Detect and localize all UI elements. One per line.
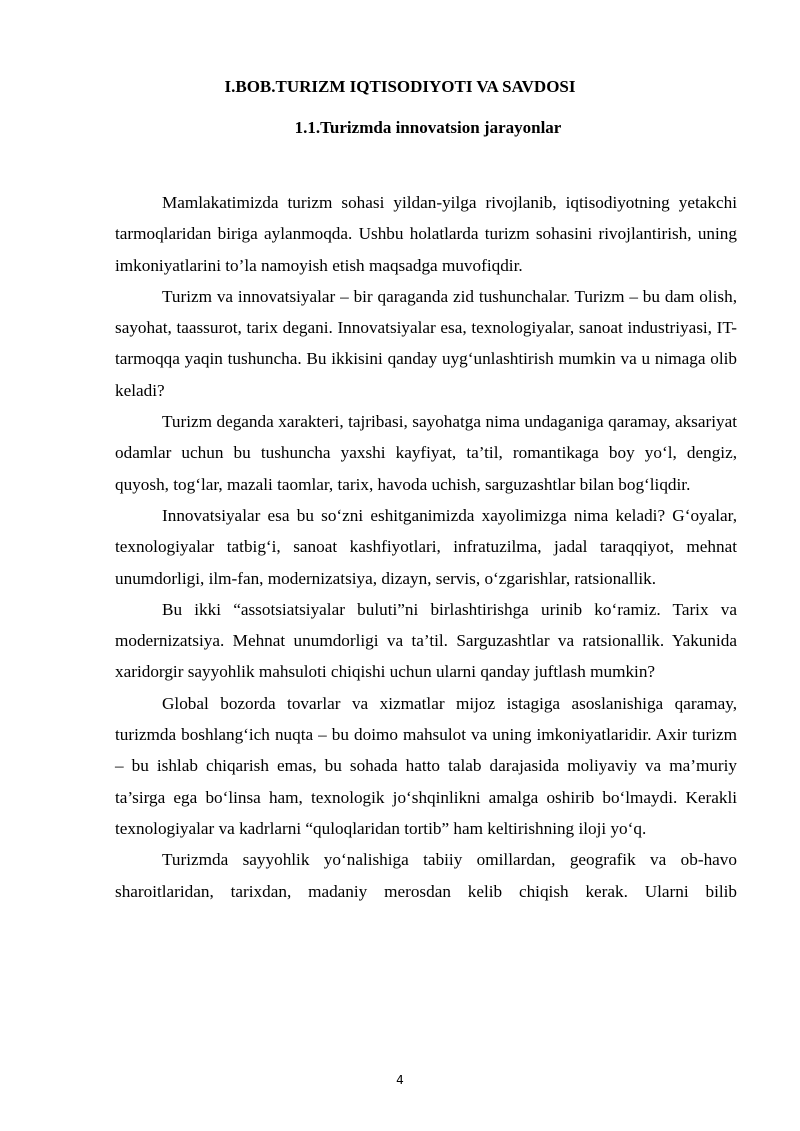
- section-title: 1.1.Turizmda innovatsion jarayonlar: [294, 118, 562, 137]
- paragraph: Bu ikki “assotsiatsiyalar buluti”ni birlashtirishga urinib ko‘ramiz. Tarix va modernizatsiya. Mehnat unumdorligi va ta’til. Sarguzashtlar va ratsionallik. Yakunida xaridorgir sayyohlik mahsuloti chiqishi uchun ularni qanday juftlash mumkin?: [115, 599, 737, 682]
- paragraph: Mamlakatimizda turizm sohasi yildan-yilga rivojlanib, iqtisodiyotning yetakchi tarmoqlaridan biriga aylanmoqda. Ushbu holatlarda turizm sohasini rivojlantirish, uning imkoniyatlarini to’la namoyish etish maqsadga muvofiqdir.: [115, 193, 737, 275]
- paragraph: Turizmda sayyohlik yo‘nalishiga tabiiy omillardan, geografik va ob-havo sharoitlaridan, tarixdan, madaniy merosdan kelib chiqish kerak. Ularni bilib: [115, 850, 737, 901]
- page-number: 4: [396, 1073, 404, 1087]
- chapter-title: I.BOB.TURIZM IQTISODIYOTI VA SAVDOSI: [224, 77, 576, 96]
- paragraph: Innovatsiyalar esa bu so‘zni eshitganimizda xayolimizga nima keladi? G‘oyalar, texnologiyalar tatbig‘i, sanoat kashfiyotlari, infratuzilma, jadal taraqqiyot, mehnat unumdorligi, ilm-fan, modernizatsiya, dizayn, servis, o‘zgarishlar, ratsionallik.: [115, 505, 737, 588]
- paragraph: Global bozorda tovarlar va xizmatlar mijoz istagiga asoslanishiga qaramay, turizmda boshlang‘ich nuqta – bu doimo mahsulot va uning imkoniyatlaridir. Axir turizm – bu ishlab chiqarish emas, bu sohada hatto talab darajasida moliyaviy va ma’muriy ta’sirga ega bo‘linsa ham, texnologik jo‘shqinlikni amalga oshirib bo‘lmaydi. Kerakli texnologiyalar va kadrlarni “quloqlaridan tortib” ham keltirishning iloji yo‘q.: [115, 693, 737, 838]
- document-body: [115, 187, 737, 907]
- paragraph: Turizm deganda xarakteri, tajribasi, sayohatga nima undaganiga qaramay, aksariyat odamlar uchun bu tushuncha yaxshi kayfiyat, ta’til, romantikaga boy yo‘l, dengiz, quyosh, tog‘lar, mazali taomlar, tarix, havoda uchish, sarguzashtlar bilan bog‘liqdir.: [115, 412, 737, 494]
- paragraph: Turizm va innovatsiyalar – bir qaraganda zid tushunchalar. Turizm – bu dam olish, sayohat, taassurot, tarix degani. Innovatsiyalar esa, texnologiyalar, sanoat industriyasi, IT-tarmoqqa yaqin tushuncha. Bu ikkisini qanday uyg‘unlashtirish mumkin va u nimaga olib keladi?: [115, 286, 737, 400]
